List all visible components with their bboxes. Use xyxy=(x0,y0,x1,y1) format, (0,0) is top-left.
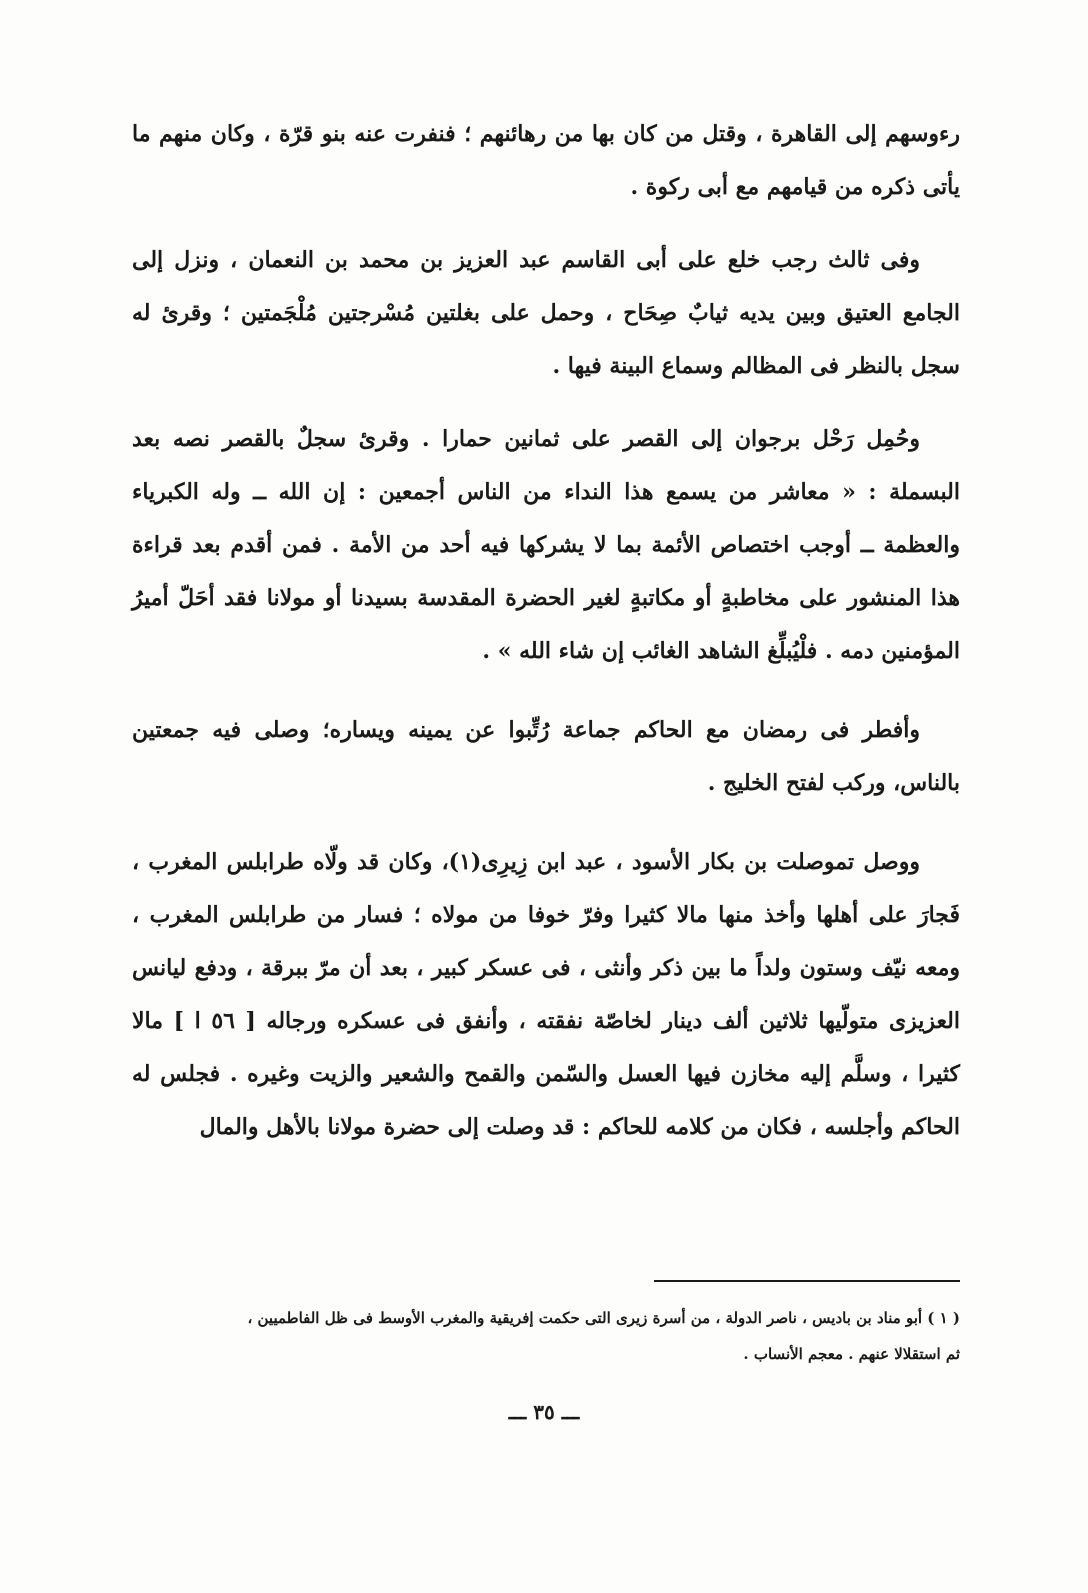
paragraph-gap xyxy=(132,393,960,413)
paragraph-gap xyxy=(132,810,960,836)
footnote-line-2: ثم استقلالا عنهم . معجم الأنساب . xyxy=(743,1345,960,1363)
body-text xyxy=(132,108,960,1154)
paragraph-4: وأفطر فى رمضان مع الحاكم جماعة رُتِّبوا عن يمينه ويساره؛ وصلى فيه جمعتين بالناس، وركب لفتح الخليج . xyxy=(132,717,960,796)
footnote-line-1: ( ١ ) أبو مناد بن باديس ، ناصر الدولة ، من أسرة زيرى التى حكمت إفريقية والمغرب الأوسط فى ظل الفاطميين ، xyxy=(247,1309,960,1327)
footnote xyxy=(140,1300,960,1372)
paragraph-3: وحُمِل رَحْل برجوان إلى القصر على ثمانين حمارا . وقرئ سجلٌ بالقصر نصه بعد البسملة : « معاشر من يسمع هذا النداء من الناس أجمعين : إن الله ــ وله الكبرياء والعظمة ــ أوجب اختصاص الأئمة بما لا يشركها فيه أحد من الأمة . فمن أقدم بعد قراءة هذا المنشور على مخاطبةٍ أو مكاتبةٍ لغير الحضرة المقدسة بسيدنا أو مولانا فقد أحَلّ أميرُ المؤمنين دمه . فلْيُبلِّغ الشاهد الغائب إن شاء الله » . xyxy=(132,426,961,664)
paragraph-gap xyxy=(132,214,960,234)
paragraph-2: وفى ثالث رجب خلع على أبى القاسم عبد العزيز بن محمد بن النعمان ، ونزل إلى الجامع العتيق وبين يديه ثيابٌ صِحَاح ، وحمل على بغلتين مُسْرجتين مُلْجَمتين ؛ وقرئ له سجل بالنظر فى المظالم وسماع البينة فيها . xyxy=(132,247,960,379)
page-number: ـــ ٣٥ ـــ xyxy=(508,1400,580,1424)
paragraph-gap xyxy=(132,678,960,704)
paragraph-1: رءوسهم إلى القاهرة ، وقتل من كان بها من رهائنهم ؛ فنفرت عنه بنو قرّة ، وكان منهم ما يأتى ذكره من قيامهم مع أبى ركوة . xyxy=(132,121,960,200)
paragraph-5: ووصل تموصلت بن بكار الأسود ، عبد ابن زِيرِى(١)، وكان قد ولّاه طرابلس المغرب ، فَجارَ على أهلها وأخذ منها مالا كثيرا وفرّ خوفا من مولاه ؛ فسار من طرابلس المغرب ، ومعه نيّف وستون ولداً ما بين ذكر وأنثى ، فى عسكر كبير ، بعد أن مرّ ببرقة ، ودفع ليانس العزيزى متولّيها ثلاثين ألف دينار لخاصّة نفقته ، وأنفق فى عسكره ورجاله [ ٥٦ ا ] مالا كثيرا ، وسلَّم إليه مخازن فيها العسل والسّمن والقمح والشعير والزيت وغيره . فجلس له الحاكم وأجلسه ، فكان من كلامه للحاكم : قد وصلت إلى حضرة مولانا بالأهل والمال xyxy=(132,849,960,1140)
footnote-divider xyxy=(654,1280,960,1282)
